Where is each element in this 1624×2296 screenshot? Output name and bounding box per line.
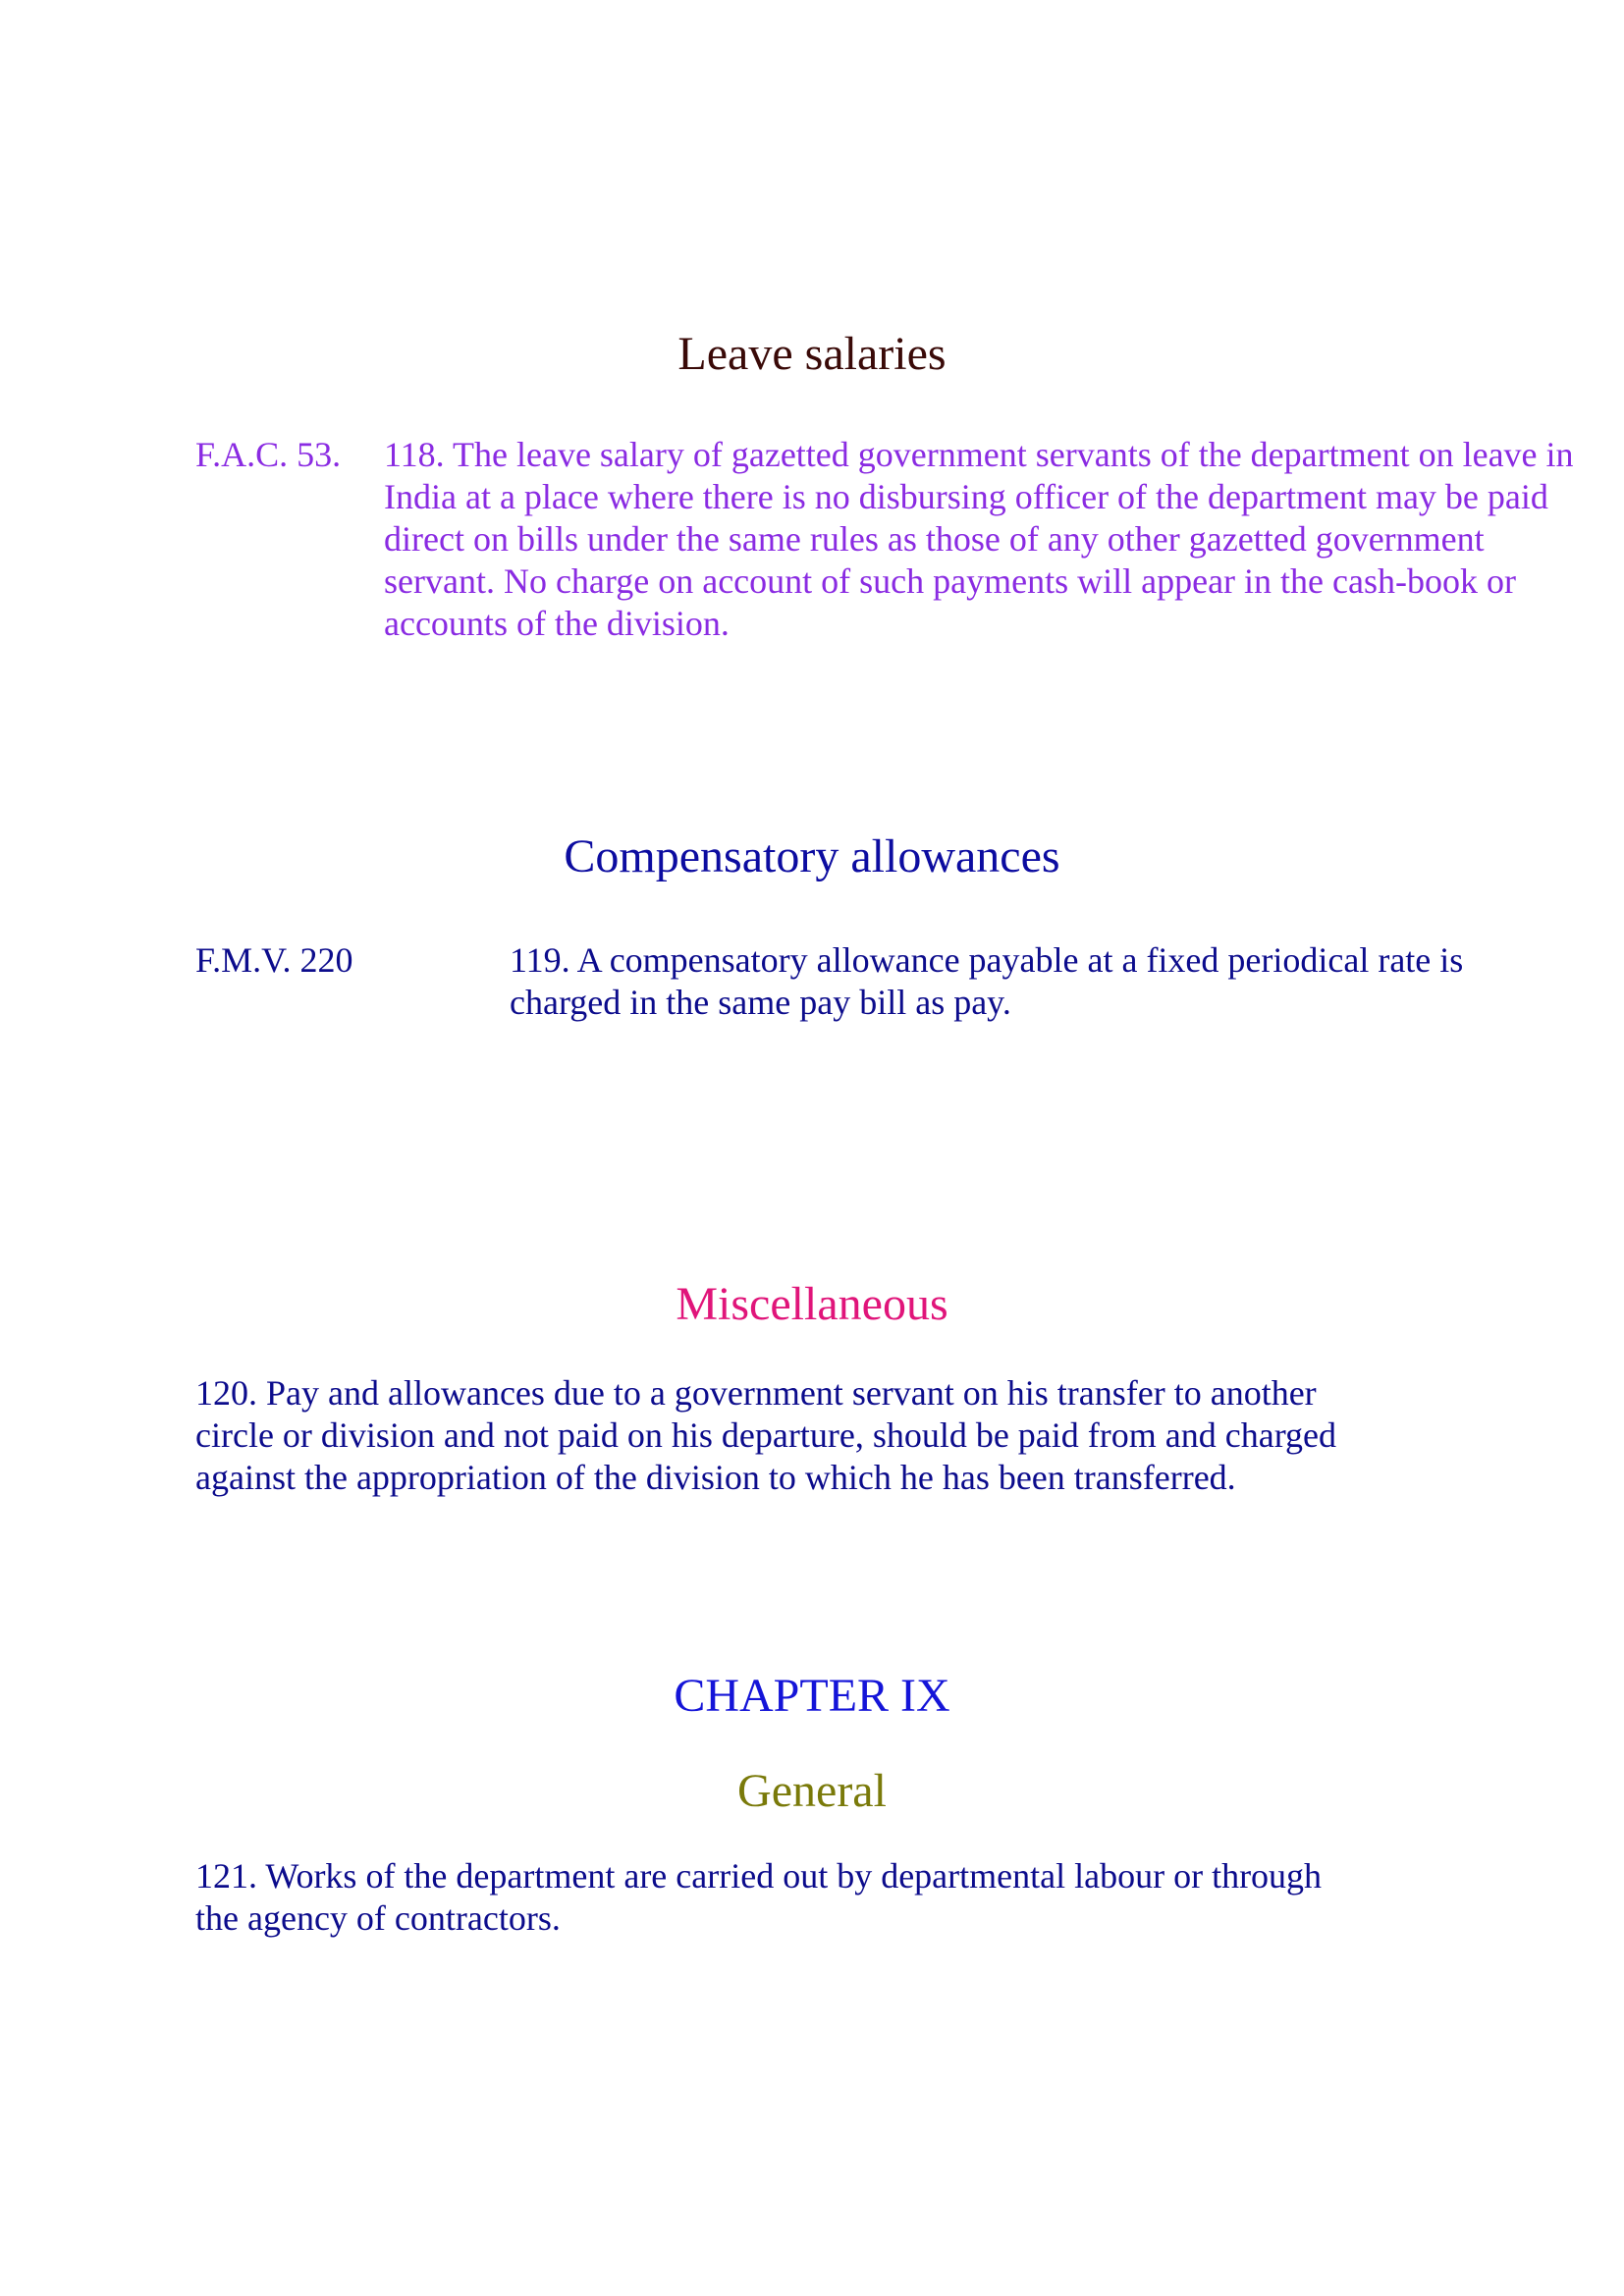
heading-leave-salaries: Leave salaries bbox=[677, 328, 947, 380]
paragraph-line: servant. No charge on account of such payments will appear in the cash-book or bbox=[384, 561, 1516, 601]
heading-compensatory-allowances: Compensatory allowances bbox=[564, 830, 1060, 882]
paragraph-120 bbox=[195, 1372, 1336, 1499]
paragraph-line: the agency of contractors. bbox=[195, 1898, 561, 1938]
paragraph-line: against the appropriation of the division to which he has been transferred. bbox=[195, 1458, 1236, 1497]
paragraph-line: direct on bills under the same rules as those of any other gazetted government bbox=[384, 519, 1485, 559]
paragraph-line: accounts of the division. bbox=[384, 604, 730, 643]
paragraph-line: 120. Pay and allowances due to a government servant on his transfer to another bbox=[195, 1373, 1317, 1413]
paragraph-121 bbox=[195, 1855, 1322, 1940]
heading-general: General bbox=[737, 1765, 887, 1817]
paragraph-line: circle or division and not paid on his departure, should be paid from and charged bbox=[195, 1415, 1337, 1455]
paragraph-line: 118. The leave salary of gazetted government servants of the department on leave in bbox=[384, 435, 1574, 474]
paragraph-118 bbox=[384, 434, 1574, 645]
paragraph-line: 119. A compensatory allowance payable at a fixed periodical rate is bbox=[510, 940, 1464, 980]
paragraph-119 bbox=[510, 939, 1463, 1024]
paragraph-line: 121. Works of the department are carried out by departmental labour or through bbox=[195, 1856, 1323, 1896]
paragraph-line: charged in the same pay bill as pay. bbox=[510, 983, 1011, 1022]
reference-fac-53: F.A.C. 53. bbox=[195, 435, 342, 474]
chapter-title: CHAPTER IX bbox=[674, 1670, 950, 1722]
heading-miscellaneous: Miscellaneous bbox=[676, 1278, 948, 1330]
reference-fmv-220: F.M.V. 220 bbox=[195, 940, 353, 980]
paragraph-line: India at a place where there is no disbursing officer of the department may be paid bbox=[384, 477, 1548, 516]
